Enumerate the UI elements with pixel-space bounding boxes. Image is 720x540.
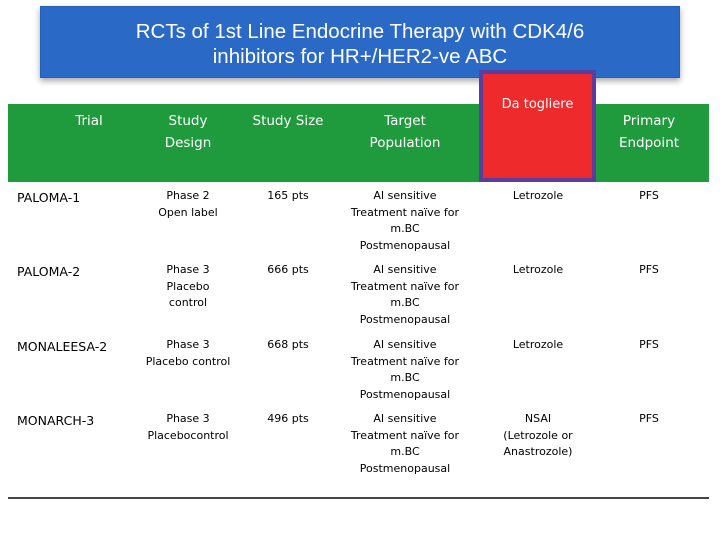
header-primary-endpoint-line-1: Primary — [622, 113, 676, 129]
header-study-design — [138, 110, 238, 154]
header-target-population-line-1: Target — [384, 113, 426, 129]
header-target-population — [340, 110, 470, 154]
header-primary-endpoint-line-2: Endpoint — [618, 135, 680, 151]
row-2-size: 666 pts — [267, 263, 309, 276]
row-4-population: AI sensitive Treatment naïve for m.BC Postmenopausal — [350, 412, 460, 475]
row-3-size: 668 pts — [267, 338, 309, 351]
overlay-label: Da togliere — [501, 97, 574, 112]
row-1-trial: PALOMA-1 — [17, 190, 81, 205]
row-1-endpoint: PFS — [639, 189, 659, 202]
row-4-partner: NSAI (Letrozole or Anastrozole) — [503, 412, 573, 458]
row-1-size: 165 pts — [267, 189, 309, 202]
slide-title — [40, 19, 680, 69]
row-1-population: AI sensitive Treatment naïve for m.BC Postmenopausal — [350, 189, 460, 252]
row-2-partner: Letrozole — [512, 263, 564, 276]
row-4-size: 496 pts — [267, 412, 309, 425]
header-trial-line-1: Trial — [75, 113, 103, 129]
row-2-population: AI sensitive Treatment naïve for m.BC Postmenopausal — [350, 263, 460, 326]
trials-table — [8, 97, 709, 499]
row-3-endpoint: PFS — [639, 338, 659, 351]
row-4-trial: MONARCH-3 — [17, 413, 95, 428]
row-3-population: AI sensitive Treatment naïve for m.BC Postmenopausal — [350, 338, 460, 401]
row-3-design: Phase 3 Placebo control — [145, 338, 231, 368]
row-2-trial: PALOMA-2 — [17, 264, 81, 279]
table-bottom-rule — [8, 497, 709, 499]
row-2-design: Phase 3 Placebo control — [166, 263, 210, 309]
row-2-endpoint: PFS — [639, 263, 659, 276]
row-1-partner: Letrozole — [512, 189, 564, 202]
row-3-trial: MONALEESA-2 — [17, 339, 108, 354]
header-study-size — [240, 110, 336, 132]
slide-title-line-1: RCTs of 1st Line Endocrine Therapy with CDK4/6 — [135, 20, 585, 43]
row-4-design: Phase 3 Placebocontrol — [147, 412, 229, 442]
slide-title-line-2: inhibitors for HR+/HER2-ve ABC — [212, 45, 508, 68]
header-study-size-line-1: Study Size — [252, 113, 324, 129]
row-3-partner: Letrozole — [512, 338, 564, 351]
header-study-design-line-1: Study — [168, 113, 208, 129]
overlay-box — [479, 70, 596, 182]
header-study-design-line-2: Design — [164, 135, 212, 151]
header-primary-endpoint — [604, 110, 694, 154]
row-1-design: Phase 2 Open label — [158, 189, 218, 219]
header-trial — [44, 110, 134, 132]
header-target-population-line-2: Population — [369, 135, 441, 151]
row-4-endpoint: PFS — [639, 412, 659, 425]
